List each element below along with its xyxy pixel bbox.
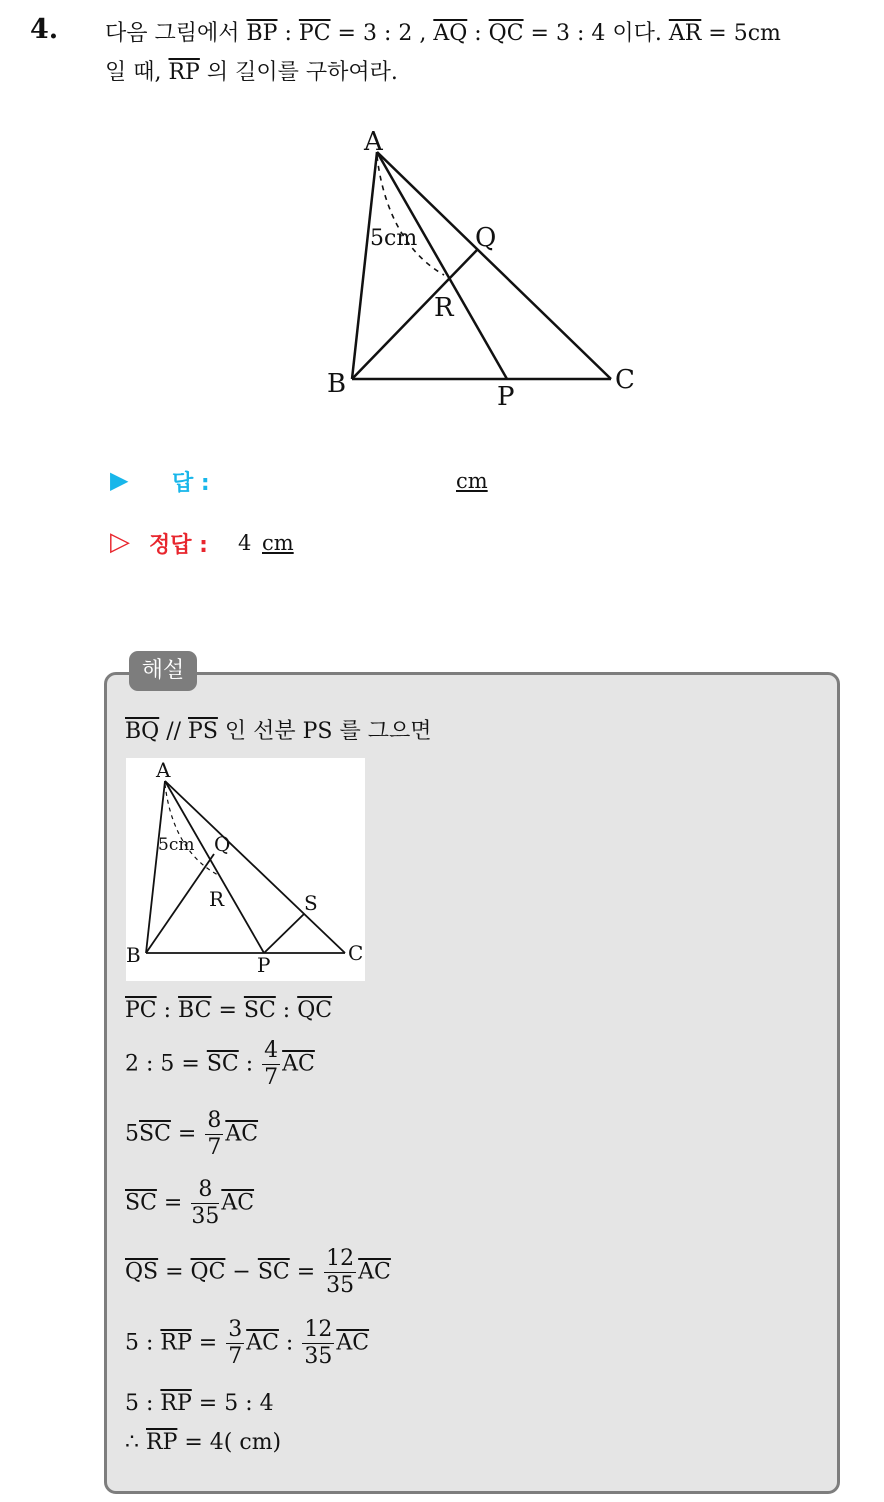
segment: $\overline{AC}$ xyxy=(358,1259,391,1285)
segment-bq: $\overline{BQ}$ xyxy=(125,719,160,744)
step-text: = xyxy=(156,1190,190,1216)
segment: $\overline{AC}$ xyxy=(225,1121,259,1147)
step-text: = xyxy=(191,1330,225,1356)
numerator: 12 xyxy=(304,1317,333,1342)
correct-label: 정답 : xyxy=(149,533,208,558)
denominator: 35 xyxy=(191,1204,220,1229)
fraction xyxy=(191,1179,219,1228)
numerator: 8 xyxy=(207,1108,222,1133)
question-text: = 3 : 4 이다. xyxy=(523,21,669,46)
solution-intro xyxy=(125,714,432,745)
denominator: 7 xyxy=(264,1065,279,1090)
label-c: C xyxy=(348,941,364,965)
correct-unit: cm xyxy=(262,531,294,555)
step-text: = xyxy=(158,1259,191,1285)
step-text: 2 : 5 = xyxy=(125,1051,207,1077)
question-text: : xyxy=(277,21,299,46)
step-5 xyxy=(125,1248,391,1297)
question-text: 다음 그림에서 xyxy=(105,21,247,46)
label-q: Q xyxy=(475,223,497,253)
question-text: = 5cm xyxy=(701,21,781,46)
step-text: = xyxy=(289,1259,323,1285)
segment: $\overline{AC}$ xyxy=(246,1330,279,1356)
label-c: C xyxy=(615,365,635,395)
solution-text: 인 선분 PS 를 그으면 xyxy=(217,719,432,744)
numerator: 4 xyxy=(264,1038,279,1063)
segment-rp: $\overline{RP}$ xyxy=(168,60,200,85)
denominator: 35 xyxy=(326,1273,355,1298)
label-p: P xyxy=(497,382,515,412)
correct-value: 4 xyxy=(238,531,252,555)
question-text: = 3 : 2 , xyxy=(330,21,434,46)
segment: $\overline{SC}$ xyxy=(257,1259,290,1285)
fraction xyxy=(262,1040,280,1089)
label-p: P xyxy=(257,953,271,977)
numerator: 3 xyxy=(228,1317,243,1342)
step-4 xyxy=(125,1179,254,1228)
fraction xyxy=(205,1110,223,1159)
segment: $\overline{AC}$ xyxy=(282,1051,315,1077)
question-text: 의 길이를 구하여라. xyxy=(199,60,398,85)
fraction xyxy=(302,1319,334,1368)
step-text: = 4( cm) xyxy=(177,1430,282,1455)
step-7 xyxy=(125,1391,274,1416)
measure-arc xyxy=(377,156,444,275)
segment: $\overline{RP}$ xyxy=(146,1430,178,1455)
step-text: : xyxy=(275,998,298,1023)
side-ac xyxy=(377,152,611,379)
segment: $\overline{SC}$ xyxy=(243,998,276,1023)
measure-label: 5cm xyxy=(158,835,195,855)
segment-ar: $\overline{AR}$ xyxy=(668,21,702,46)
step-text: = 5 : 4 xyxy=(191,1391,274,1416)
step-text: : xyxy=(238,1051,261,1077)
answer-marker-icon: ▶ xyxy=(110,466,129,494)
denominator: 35 xyxy=(304,1344,333,1369)
step-text: = xyxy=(211,998,244,1023)
label-a: A xyxy=(364,127,383,157)
segment-qc: $\overline{QC}$ xyxy=(488,21,524,46)
segment: $\overline{RP}$ xyxy=(160,1330,192,1356)
step-3 xyxy=(125,1110,258,1159)
step-text: − xyxy=(225,1259,258,1285)
step-text: 5 xyxy=(125,1121,139,1147)
label-a: A xyxy=(156,758,171,782)
correct-marker-icon: ▷ xyxy=(110,527,130,557)
figure-background xyxy=(126,758,365,981)
segment: $\overline{SC}$ xyxy=(206,1051,239,1077)
step-text: 5 : xyxy=(125,1391,161,1416)
step-6 xyxy=(125,1319,369,1368)
step-text: : xyxy=(156,998,179,1023)
segment-ap xyxy=(377,152,507,379)
label-b: B xyxy=(327,369,347,399)
label-b: B xyxy=(126,943,141,967)
label-q: Q xyxy=(214,832,231,856)
segment: $\overline{QC}$ xyxy=(190,1259,226,1285)
label-r: R xyxy=(434,293,454,323)
denominator: 7 xyxy=(207,1135,222,1160)
segment: $\overline{BC}$ xyxy=(178,998,212,1023)
label-s: S xyxy=(304,891,318,915)
numerator: 8 xyxy=(191,1179,219,1204)
question-text: : xyxy=(467,21,489,46)
solution-tag: 해설 xyxy=(129,651,197,691)
segment: $\overline{QS}$ xyxy=(125,1259,159,1285)
measure-label: 5cm xyxy=(370,226,418,251)
segment-pc: $\overline{PC}$ xyxy=(298,21,331,46)
segment: $\overline{AC}$ xyxy=(336,1330,370,1356)
step-text: ∴ xyxy=(125,1430,146,1455)
segment: $\overline{AC}$ xyxy=(221,1190,255,1216)
segment: $\overline{RP}$ xyxy=(160,1391,192,1416)
step-2 xyxy=(125,1040,315,1089)
step-8 xyxy=(125,1430,281,1455)
segment-bp: $\overline{BP}$ xyxy=(246,21,278,46)
question-text: 일 때, xyxy=(105,60,169,85)
step-text: = xyxy=(170,1121,204,1147)
fraction xyxy=(324,1248,356,1297)
segment: $\overline{QC}$ xyxy=(297,998,333,1023)
numerator: 12 xyxy=(326,1246,355,1271)
segment-aq: $\overline{AQ}$ xyxy=(433,21,468,46)
denominator: 7 xyxy=(228,1344,243,1369)
segment: $\overline{PC}$ xyxy=(125,998,157,1023)
solution-figure xyxy=(126,758,365,981)
step-text: 5 : xyxy=(125,1330,161,1356)
segment: $\overline{SC}$ xyxy=(139,1121,171,1147)
side-ab xyxy=(352,152,377,379)
segment: $\overline{SC}$ xyxy=(125,1190,157,1216)
fraction xyxy=(226,1319,244,1368)
answer-unit: cm xyxy=(456,469,488,493)
step-text: : xyxy=(278,1330,301,1356)
solution-text: // xyxy=(159,719,189,744)
question-number: 4. xyxy=(30,14,59,45)
segment-ps: $\overline{PS}$ xyxy=(188,719,218,744)
segment-bq xyxy=(352,250,477,379)
triangle-figure xyxy=(0,0,884,440)
step-1 xyxy=(125,998,332,1023)
answer-label: 답 : xyxy=(172,471,210,496)
label-r: R xyxy=(209,887,225,911)
